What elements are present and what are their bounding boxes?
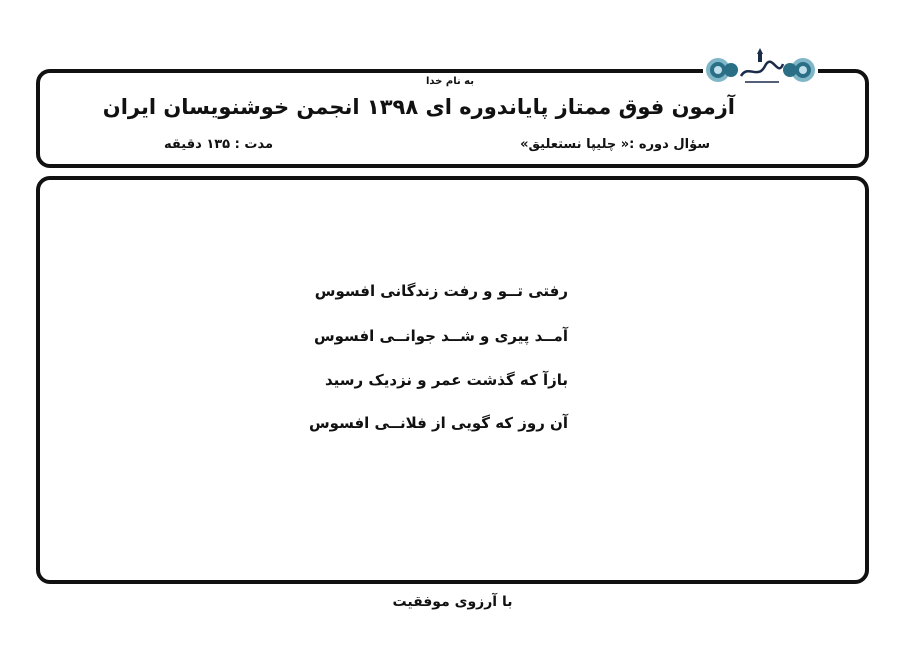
course-question-label: سؤال دوره :« چلیپا نستعلیق» (520, 137, 710, 152)
calligraphers-association-logo-icon (703, 44, 818, 94)
poem-line-3: بازآ که گذشت عمر و نزدیک رسید (325, 371, 568, 389)
good-luck-message: با آرزوی موفقیت (392, 594, 513, 610)
basmala-heading: به نام خدا (425, 76, 475, 87)
poem-line-1: رفتی تــو و رفت زندگانی افسوس (314, 282, 568, 300)
exam-duration: مدت : ۱۳۵ دقیقه (164, 137, 273, 152)
exam-title: آزمون فوق ممتاز پایاندوره ای ۱۳۹۸ انجمن خوشنویسان ایران (102, 95, 735, 119)
poem-line-4: آن روز که گویی از فلانــی افسوس (308, 414, 568, 432)
poem-line-2: آمــد پیری و شــد جوانــی افسوس (313, 327, 568, 345)
